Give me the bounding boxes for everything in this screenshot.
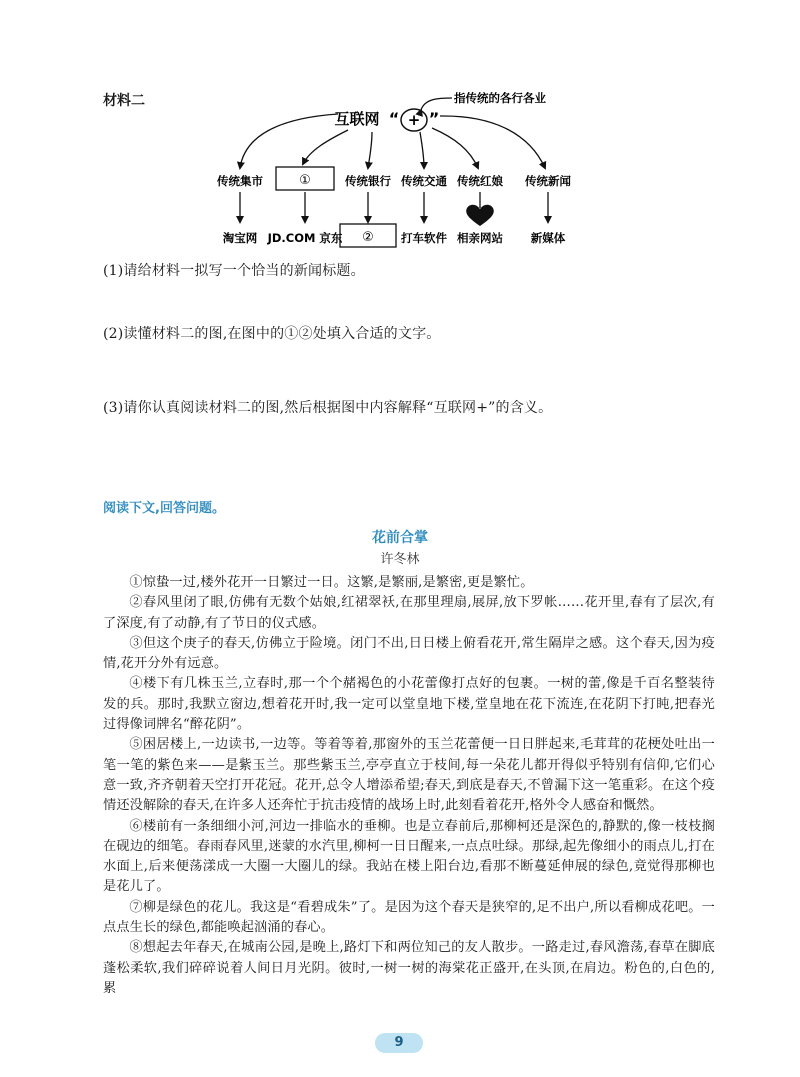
trad-news: 传统新闻	[525, 174, 571, 188]
paragraph-7: ⑦柳是绿色的花儿。我这是“看碧成朱”了。是因为这个春天是狭窄的,足不出户,所以看柳成花吧。一点点生长的绿色,都能唤起汹涌的春心。	[103, 899, 715, 936]
blank-2-marker: ②	[362, 230, 374, 245]
paragraph-4: ④楼下有几株玉兰,立春时,那一个个赭褐色的小花蕾像打点好的包裹。一树的蕾,像是千百名整装待发的兵。那时,我默立窗边,想着花开时,我一定可以堂皇地下楼,堂皇地在花下流连,在花阴下打盹,把春光过得像词牌名“醉花阴”。	[103, 676, 715, 733]
trad-traffic: 传统交通	[401, 174, 447, 188]
net-taxi-app: 打车软件	[401, 231, 447, 245]
open-quote: “	[388, 109, 400, 128]
trad-bank: 传统银行	[345, 174, 391, 188]
net-taobao: 淘宝网	[222, 231, 258, 245]
question-3: (3)请你认真阅读材料二的图,然后根据图中内容解释“互联网+”的含义。	[103, 400, 553, 416]
section-heading: 阅读下文,回答问题。	[103, 501, 225, 516]
note-label: 指传统的各行各业	[454, 91, 546, 105]
arrow-4	[420, 132, 424, 168]
trad-matchmaker: 传统红娘	[457, 174, 503, 188]
net-new-media: 新媒体	[530, 231, 566, 245]
net-jd: JD.COM 京东	[267, 231, 343, 245]
article-author: 许冬林	[380, 552, 420, 567]
article-title: 花前合掌	[372, 530, 428, 546]
arrow-5	[432, 128, 478, 168]
arrow-3	[368, 132, 372, 168]
material-label: 材料二	[103, 93, 145, 109]
trad-market: 传统集市	[217, 174, 263, 188]
paragraph-2: ②春风里闭了眼,仿佛有无数个姑娘,红裙翠袄,在那里理扇,展屏,放下罗帐……花开里,春有了层次,有了深度,有了动静,有了节日的仪式感。	[103, 595, 715, 631]
question-2: (2)读懂材料二的图,在图中的①②处填入合适的文字。	[103, 326, 441, 342]
paragraph-3: ③但这个庚子的春天,仿佛立于险境。闭门不出,日日楼上俯看花开,常生隔岸之感。这个春天,因为疫情,花开分外有远意。	[103, 635, 715, 672]
internet-plus-diagram	[0, 0, 800, 260]
arrow-2	[303, 130, 348, 164]
net-dating: 相亲网站	[457, 231, 503, 245]
blank-1-marker: ①	[299, 173, 311, 188]
paragraph-8: ⑧想起去年春天,在城南公园,是晚上,路灯下和两位知己的友人散步。一路走过,春风澹荡,春草在脚底蓬松柔软,我们碎碎说着人间日月光阴。彼时,一树一树的海棠花正盛开,在头顶,在肩边。粉色的,白色的,累	[103, 940, 715, 996]
question-1: (1)请给材料一拟写一个恰当的新闻标题。	[103, 263, 365, 279]
plus-sign: +	[407, 111, 421, 129]
close-quote: ”	[428, 109, 440, 128]
paragraph-5: ⑤困居楼上,一边读书,一边等。等着等着,那窗外的玉兰花蕾便一日日胖起来,毛茸茸的花梗处吐出一笔一笔的紫色来——是紫玉兰。那些紫玉兰,亭亭直立于枝间,每一朵花儿都开得似乎特别有信仰,它们心意一致,齐齐朝着天空打开花冠。花开,总令人增添希望;春天,到底是春天,不曾漏下这一笔重彩。在这个疫情还没解除的春天,在许多人还奔忙于抗击疫情的战场上时,此刻看着花开,格外令人感奋和慨然。	[103, 737, 715, 814]
paragraph-6: ⑥楼前有一条细细小河,河边一排临水的垂柳。也是立春前后,那柳柯还是深色的,静默的,像一枝枝搁在砚边的细笔。春雨春风里,迷蒙的水汽里,柳柯一日日醒来,一点点吐绿。那绿,起先像细小的雨点儿,打在水面上,后来便荡漾成一大圈一大圈儿的绿。我站在楼上阳台边,看那不断蔓延伸展的绿色,竟觉得那柳也是花儿了。	[103, 818, 715, 895]
page-number: 9	[375, 1033, 423, 1053]
arrow-1	[240, 114, 338, 168]
article-body	[103, 573, 715, 999]
root-label: 互联网	[334, 110, 380, 128]
paragraph-1: ①惊蛰一过,楼外花开一日繁过一日。这繁,是繁丽,是繁密,更是繁忙。	[129, 575, 534, 590]
